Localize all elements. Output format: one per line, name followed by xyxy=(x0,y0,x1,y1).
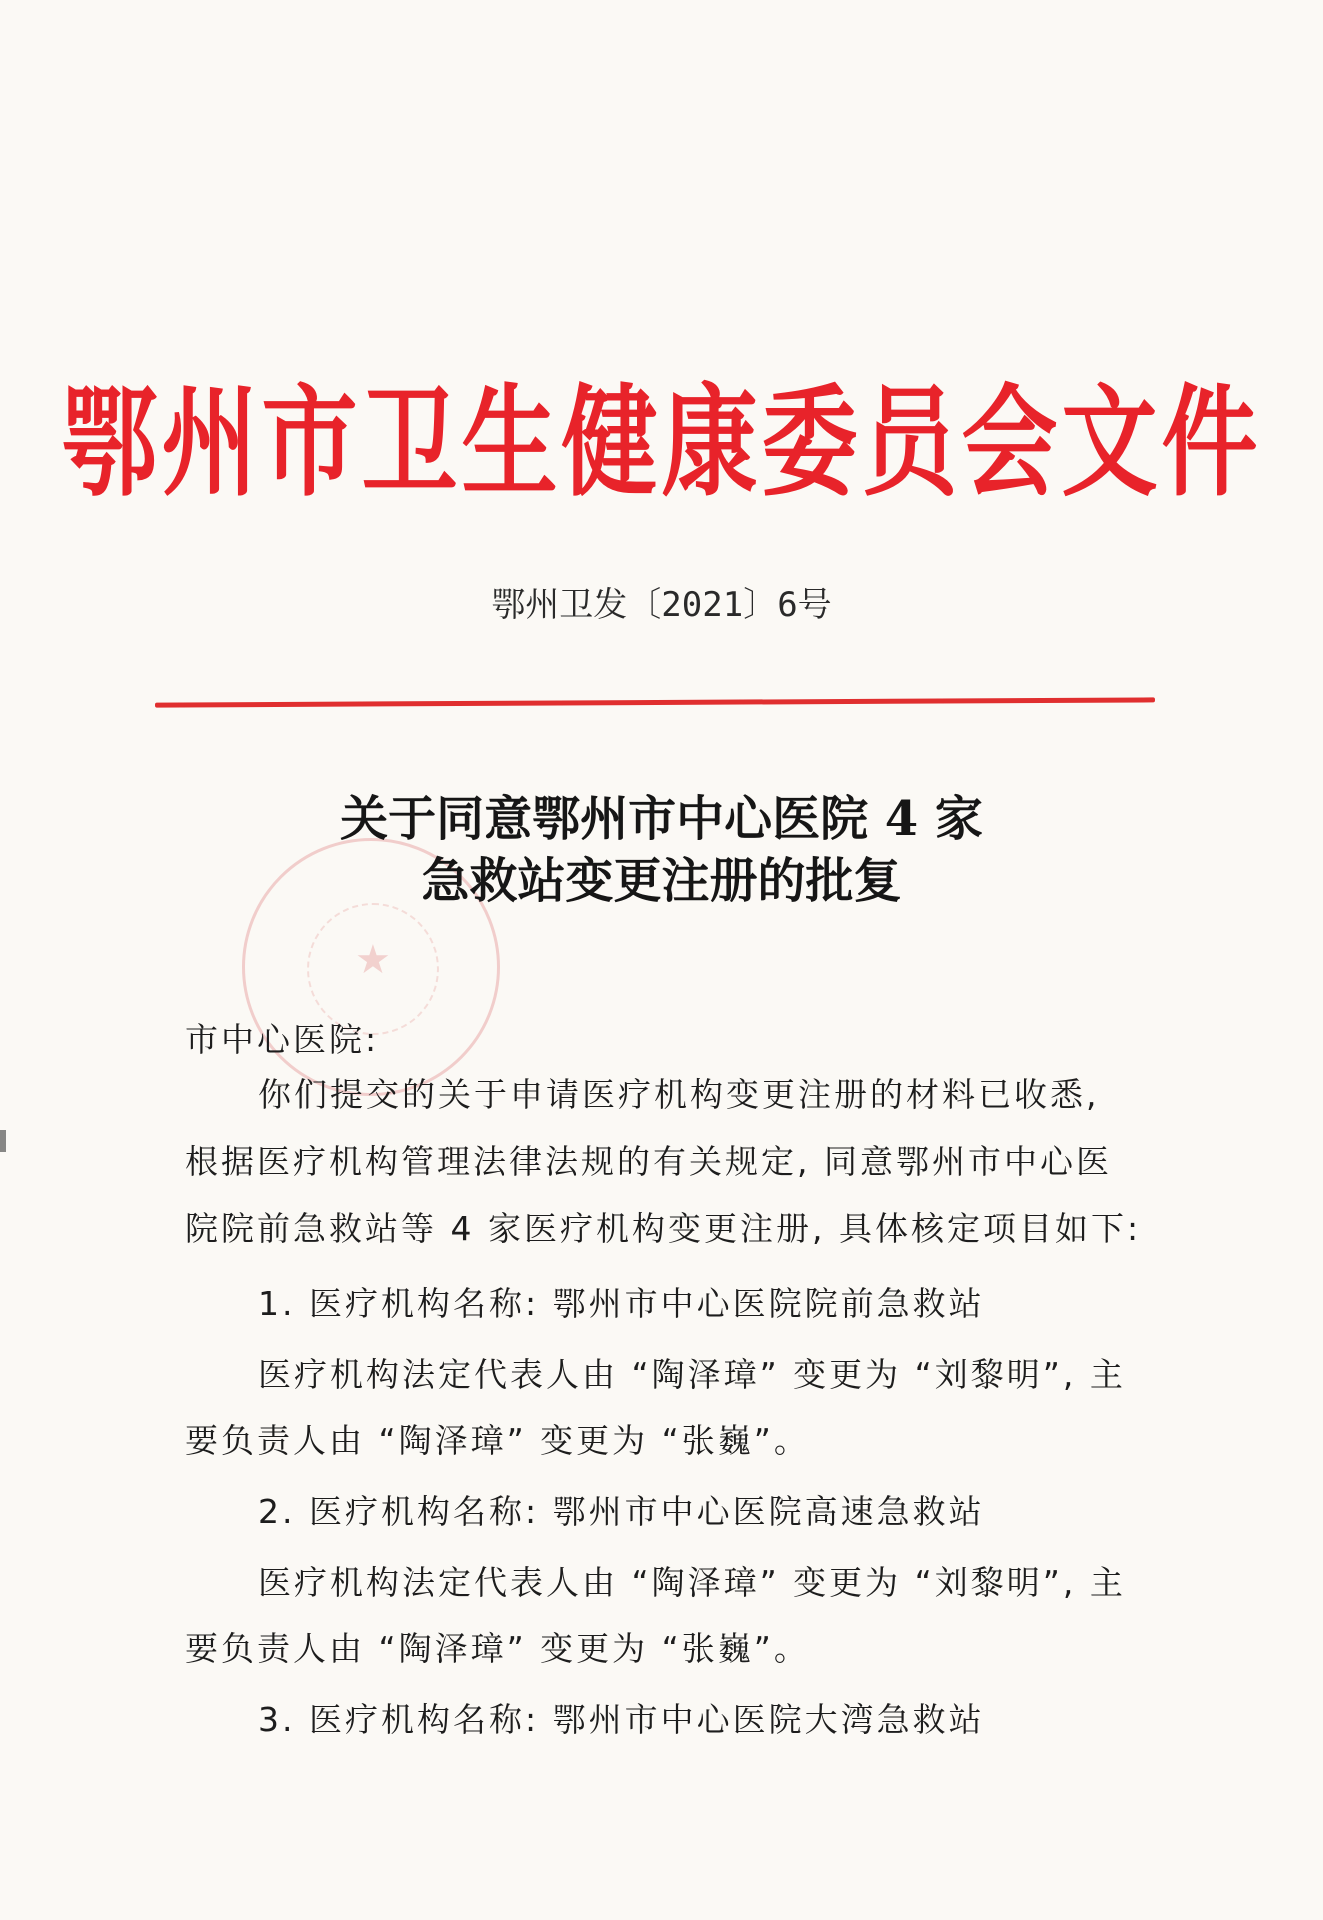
paragraph-line: 根据医疗机构管理法律法规的有关规定, 同意鄂州市中心医 xyxy=(185,1142,1112,1181)
margin-binding-mark xyxy=(0,1130,6,1152)
paragraph-line: 院院前急救站等 4 家医疗机构变更注册, 具体核定项目如下: xyxy=(185,1209,1142,1248)
approval-title xyxy=(0,788,1323,912)
item-detail-line: 医疗机构法定代表人由 “陶泽璋” 变更为 “刘黎明”, 主 xyxy=(258,1563,1126,1602)
paragraph-line: 你们提交的关于申请医疗机构变更注册的材料已收悉, xyxy=(258,1075,1100,1114)
item-detail-line: 要负责人由 “陶泽璋” 变更为 “张巍”。 xyxy=(185,1421,810,1460)
item-detail-line: 医疗机构法定代表人由 “陶泽璋” 变更为 “刘黎明”, 主 xyxy=(258,1355,1126,1394)
item-heading: 2. 医疗机构名称: 鄂州市中心医院高速急救站 xyxy=(258,1492,985,1531)
approval-title-line-2: 急救站变更注册的批复 xyxy=(421,853,902,909)
item-heading: 1. 医疗机构名称: 鄂州市中心医院院前急救站 xyxy=(258,1284,985,1323)
item-detail-line: 要负责人由 “陶泽璋” 变更为 “张巍”。 xyxy=(185,1629,810,1668)
agency-header-title: 鄂州市卫生健康委员会文件 xyxy=(61,371,1262,513)
item-heading: 3. 医疗机构名称: 鄂州市中心医院大湾急救站 xyxy=(258,1700,985,1739)
salutation: 市中心医院: xyxy=(185,1020,380,1059)
approval-title-line-1: 关于同意鄂州市中心医院 4 家 xyxy=(340,791,983,847)
document-number: 鄂州卫发〔2021〕6号 xyxy=(491,585,832,625)
red-divider-line xyxy=(155,697,1155,707)
seal-star-icon: ★ xyxy=(355,937,391,983)
